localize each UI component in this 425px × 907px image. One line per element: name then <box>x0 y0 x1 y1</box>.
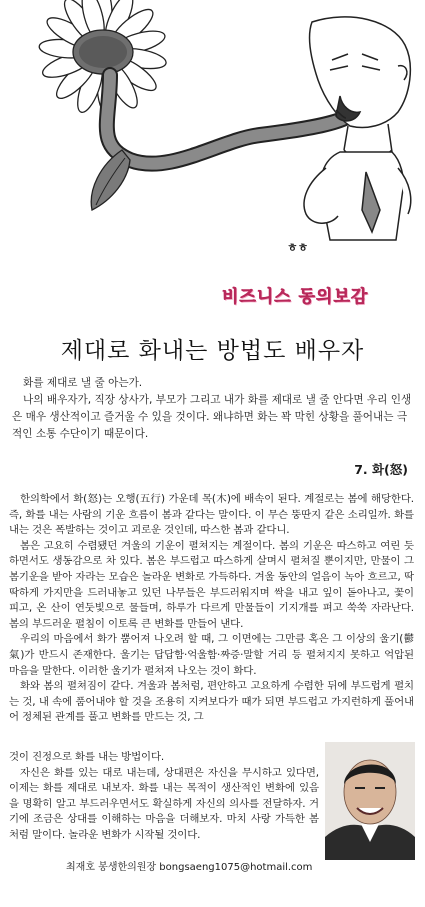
lead-paragraph <box>12 375 412 443</box>
body-paragraph: 화와 봄의 펼쳐짐이 같다. 겨울과 봄처럼, 편안하고 고요하게 수렴한 뒤에 부드럽게 펼치는 것, 내 속에 품어내야 할 것을 조용히 지켜보다가 때가 되면 부드럽고 가지런하게 풀어내어 정체된 관계를 풀고 변화를 만드는 것, 그 <box>9 680 414 724</box>
svg-text:ㅎㅎ: ㅎㅎ <box>287 241 309 254</box>
author-byline: 최재호 봉생한의원장 bongsaeng1075@hotmail.com <box>66 862 313 873</box>
body-paragraph: 자신은 화를 있는 대로 내는데, 상대편은 자신을 무시하고 있다면, 이제는 화를 제대로 내보자. 화를 내는 목적이 생산적인 변화에 있음을 명확히 알고 부드러우면서도 확실하게 자신의 의사를 전달하자. 거기에 조금은 상대를 이해하는 마음을 더해보자. 마치 사랑 가득한 봄처럼 말이다. 놀라운 변화가 시작될 것이다. <box>9 766 319 841</box>
body-paragraph: 우리의 마음에서 화가 뿜어져 나오려 할 때, 그 이면에는 그만큼 혹은 그 이상의 울기(鬱氣)가 반드시 존재한다. 울기는 답답함·억울함·짜증·말할 거리 등 펼쳐지지 못하고 억압된 마음을 말한다. 이러한 울기가 펼쳐져 나오는 것이 화다. <box>9 633 414 677</box>
artist-signature <box>286 240 308 254</box>
cartoon-illustration <box>0 0 425 262</box>
page-title: 제대로 화내는 방법도 배우자 <box>60 338 365 364</box>
lead-line: 화를 제대로 낼 줄 아는가. <box>23 377 143 389</box>
body-paragraph: 것이 진정으로 화를 내는 방법이다. <box>9 751 165 763</box>
article-body-continued <box>9 750 319 844</box>
lead-line: 나의 배우자가, 직장 상사가, 부모가 그리고 내가 화를 제대로 낼 줄 안다면 우리 인생은 매우 생산적이고 즐거울 수 있을 것이다. 왜냐하면 화는 꽉 막힌 상황을 풀어내는 극적인 소통 수단이기 때문이다. <box>12 394 412 440</box>
series-label: 비즈니스 동의보감 <box>222 287 369 307</box>
section-heading: 7. 화(怒) <box>354 462 408 477</box>
author-photo <box>325 742 415 860</box>
article-body <box>9 492 414 726</box>
body-paragraph: 봄은 고요히 수렴됐던 겨울의 기운이 펼쳐지는 계절이다. 봄의 기운은 따스하고 여린 듯하면서도 생동감으로 차 있다. 봄은 부드럽고 따스하게 살며시 펼쳐질 뿐이지만, 만물이 그 봄기운을 받아 자라는 모습은 놀라운 변화로 가득하다. 겨울 동안의 얼음이 녹아 흐르고, 딱딱하게 가지만을 드러내놓고 있던 나무들은 부드러워지며 싹을 내고 잎이 돋아나고, 꽃이 피고, 온 산이 연둣빛으로 물들며, 하루가 다르게 만물들이 기지개를 펴고 쑥쑥 자라난다. 봄의 부드러운 펼침이 이토록 큰 변화를 만들어 낸다. <box>9 539 414 630</box>
body-paragraph: 한의학에서 화(怒)는 오행(五行) 가운데 목(木)에 배속이 된다. 계절로는 봄에 해당한다. 즉, 화를 내는 사람의 기운 흐름이 봄과 같다는 말이다. 이 무슨 뚱딴지 같은 소리일까. 화를 내는 것은 폭발하는 것이고 괴로운 것인데, 따스한 봄과 같다니. <box>9 493 414 537</box>
